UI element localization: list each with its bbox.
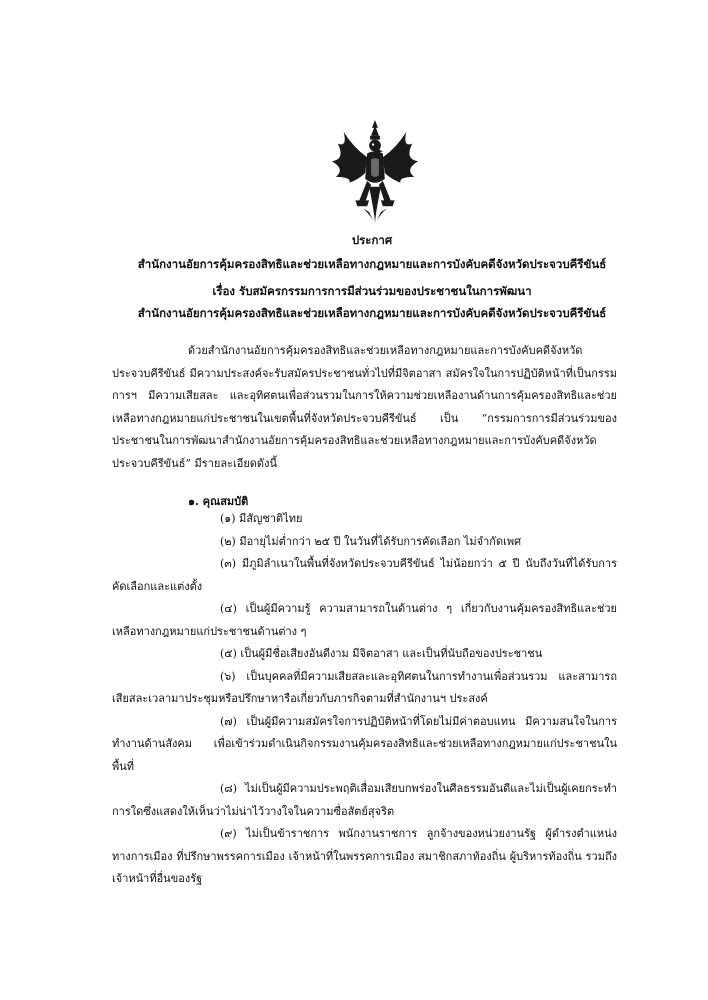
list-item: (๔) เป็นผู้มีความรู้ ความสามารถในด้านต่าง ๆ เกี่ยวกับงานคุ้มครองสิทธิและช่วยเหลือทางกฎหมายแก่ประชาชนด้านต่าง ๆ	[112, 602, 617, 638]
intro-paragraph: ด้วยสำนักงานอัยการคุ้มครองสิทธิและช่วยเหลือทางกฎหมายและการบังคับคดีจังหวัดประจวบคีรีขันธ์ มีความประสงค์จะรับสมัครประชาชนทั่วไปที่มีจิตอาสา สมัครใจในการปฏิบัติหน้าที่เป็นกรรมการฯ มีความเสียสละ และอุทิศตนเพื่อส่วนรวมในการให้ความช่วยเหลืองานด้านการคุ้มครองสิทธิและช่วยเหลือทางกฎหมายแก่ประชาชนในเขตพื้นที่จังหวัดประจวบคีรีขันธ์ เป็น “กรรมการการมีส่วนร่วมของประชาชนในการพัฒนาสำนักงานอัยการคุ้มครองสิทธิและช่วยเหลือทางกฎหมายและการบังคับคดีจังหวัดประจวบคีรีขันธ์” มีรายละเอียดดังนี้	[112, 344, 617, 470]
list-item: (๒) มีอายุไม่ต่ำกว่า ๒๕ ปี ในวันที่ได้รับการคัดเลือก ไม่จำกัดเพศ	[220, 534, 522, 548]
garuda-emblem-icon	[326, 118, 424, 226]
list-item: (๘) ไม่เป็นผู้มีความประพฤติเสื่อมเสียบกพร่องในศีลธรรมอันดีและไม่เป็นผู้เคยกระทำการใดซึ่งแสดงให้เห็นว่าไม่น่าไว้วางใจในความซื่อสัตย์สุจริต	[112, 782, 617, 818]
qualifications-heading: ๑. คุณสมบัติ	[188, 495, 249, 508]
announcement-title: ประกาศ	[351, 233, 393, 247]
list-item: (๕) เป็นผู้มีชื่อเสียงอันดีงาม มีจิตอาสา และเป็นที่นับถือของประชาชน	[220, 647, 543, 660]
list-item: (๓) มีภูมิลำเนาในพื้นที่จังหวัดประจวบคีรีขันธ์ ไม่น้อยกว่า ๕ ปี นับถึงวันที่ได้รับการคัดเลือกและแต่งตั้ง	[112, 557, 617, 593]
announcement-subject: เรื่อง รับสมัครกรรมการการมีส่วนร่วมของประชาชนในการพัฒนา	[212, 284, 532, 298]
list-item: (๖) เป็นบุคคลที่มีความเสียสละและอุทิศตนในการทำงานเพื่อส่วนรวม และสามารถเสียสละเวลามาประชุมหรือปรึกษาหารือเกี่ยวกับภารกิจตามที่สำนักงานฯ ประสงค์	[112, 669, 617, 705]
list-item: (๙) ไม่เป็นข้าราชการ พนักงานราชการ ลูกจ้างของหน่วยงานรัฐ ผู้ดำรงตำแหน่งทางการเมือง ที่ปรึกษาพรรคการเมือง เจ้าหน้าที่ในพรรคการเมือง สมาชิกสภาท้องถิ่น ผู้บริหารท้องถิ่น รวมถึงเจ้าหน้าที่อื่นของรัฐ	[112, 827, 617, 885]
subject-office: สำนักงานอัยการคุ้มครองสิทธิและช่วยเหลือทางกฎหมายและการบังคับคดีจังหวัดประจวบคีรีขันธ์	[137, 306, 607, 320]
list-item: (๗) เป็นผู้มีความสมัครใจการปฏิบัติหน้าที่โดยไม่มีค่าตอบแทน มีความสนใจในการทำงานด้านสังคม เพื่อเข้าร่วมดำเนินกิจกรรมงานคุ้มครองสิทธิและช่วยเหลือทางกฎหมายแก่ประชาชนในพื้นที่	[112, 714, 617, 773]
list-item: (๑) มีสัญชาติไทย	[220, 512, 303, 525]
issuing-office: สำนักงานอัยการคุ้มครองสิทธิและช่วยเหลือทางกฎหมายและการบังคับคดีจังหวัดประจวบคีรีขันธ์	[137, 257, 607, 271]
qualifications-list	[112, 508, 617, 891]
